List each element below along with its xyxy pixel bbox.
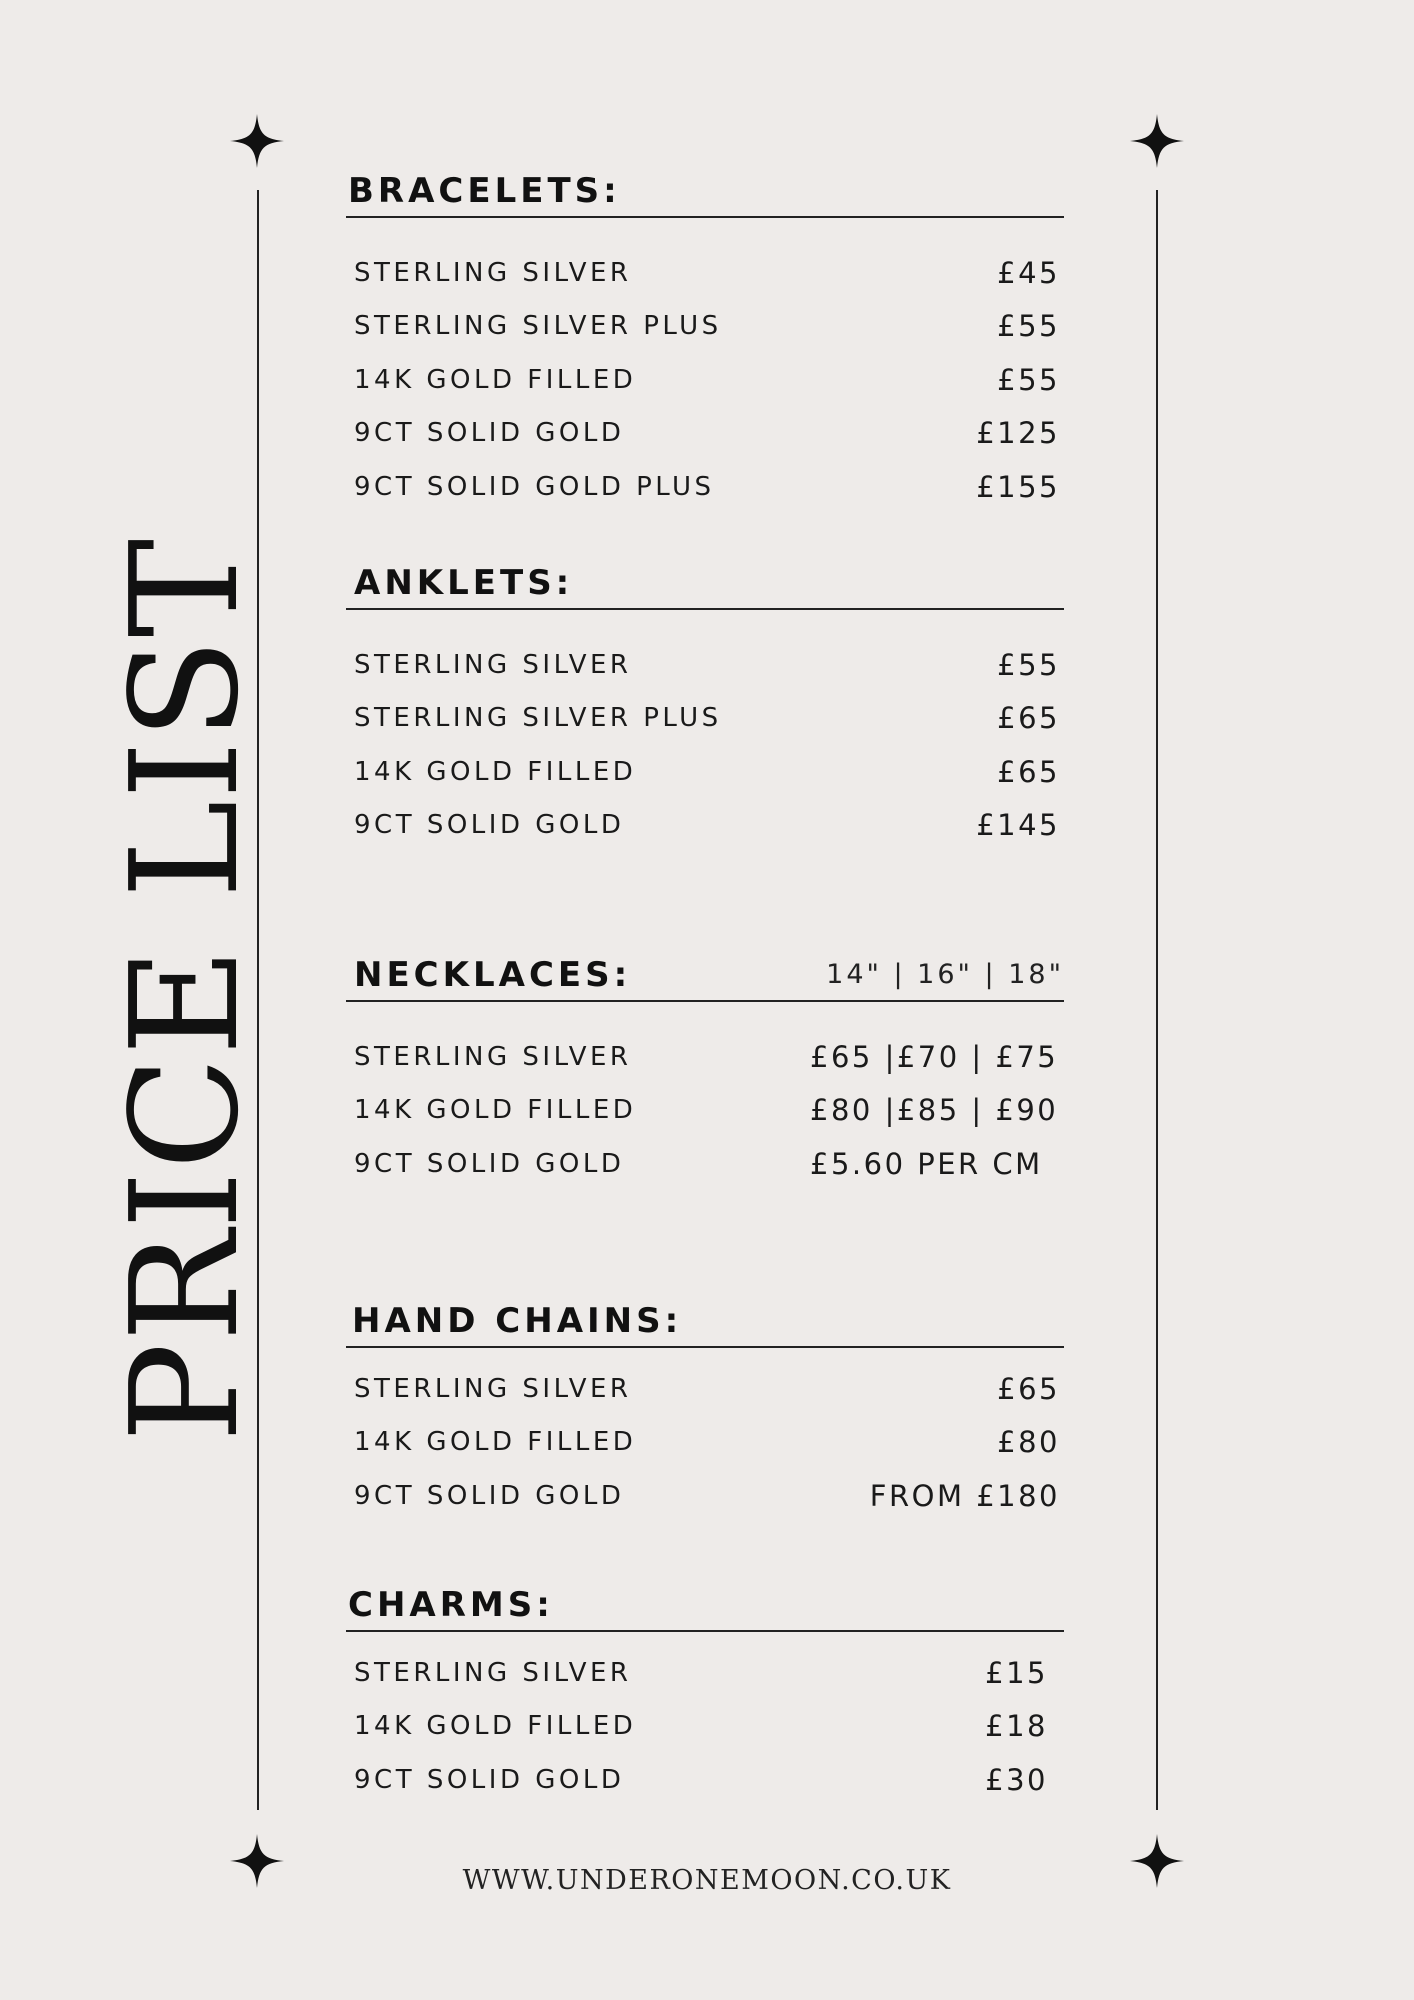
item-label: 14K GOLD FILLED bbox=[354, 1711, 637, 1742]
item-price: £145 bbox=[976, 808, 1060, 843]
item-price: £80 |£85 | £90 bbox=[810, 1093, 1059, 1128]
price-row bbox=[346, 745, 1064, 799]
item-price: £125 bbox=[976, 416, 1060, 451]
item-label: 9CT SOLID GOLD bbox=[354, 418, 625, 449]
size-columns: 14" | 16" | 18" bbox=[826, 959, 1064, 990]
item-price: £45 bbox=[997, 255, 1060, 290]
item-label: STERLING SILVER PLUS bbox=[354, 311, 722, 342]
item-label: 14K GOLD FILLED bbox=[354, 1427, 637, 1458]
item-label: 9CT SOLID GOLD bbox=[354, 810, 625, 841]
section-heading bbox=[346, 558, 1064, 610]
website-link[interactable]: WWW.UNDERONEMOON.CO.UK bbox=[462, 1865, 952, 1896]
price-row bbox=[346, 1753, 1064, 1807]
item-price: £55 bbox=[997, 362, 1060, 397]
item-label: 14K GOLD FILLED bbox=[354, 1095, 637, 1126]
section-heading bbox=[346, 1296, 1064, 1348]
star-icon bbox=[230, 114, 284, 168]
item-label: 9CT SOLID GOLD PLUS bbox=[354, 471, 715, 502]
section-necklaces bbox=[346, 950, 1064, 1191]
price-rows bbox=[346, 246, 1064, 514]
price-row bbox=[346, 460, 1064, 514]
price-row bbox=[346, 353, 1064, 407]
section-heading bbox=[346, 950, 1064, 1002]
item-price: £5.60 PER CM bbox=[810, 1146, 1043, 1181]
item-price: £18 bbox=[985, 1709, 1048, 1744]
item-label: STERLING SILVER bbox=[354, 257, 632, 288]
price-row bbox=[346, 1700, 1064, 1754]
section-anklets bbox=[346, 558, 1064, 852]
heading-label: NECKLACES: bbox=[354, 955, 632, 995]
price-row bbox=[346, 1469, 1064, 1523]
item-price: £65 bbox=[997, 1371, 1060, 1406]
heading-label: HAND CHAINS: bbox=[352, 1301, 683, 1341]
item-label: 14K GOLD FILLED bbox=[354, 364, 637, 395]
price-row bbox=[346, 1030, 1064, 1084]
item-label: STERLING SILVER bbox=[354, 649, 632, 680]
price-row bbox=[346, 692, 1064, 746]
price-row bbox=[346, 1137, 1064, 1191]
price-rows bbox=[346, 1646, 1064, 1807]
heading-label: ANKLETS: bbox=[354, 563, 574, 603]
heading-label: BRACELETS: bbox=[348, 171, 621, 211]
item-label: 9CT SOLID GOLD bbox=[354, 1764, 625, 1795]
item-price: £55 bbox=[997, 647, 1060, 682]
price-row bbox=[346, 300, 1064, 354]
price-row bbox=[346, 1084, 1064, 1138]
price-row bbox=[346, 1416, 1064, 1470]
section-heading bbox=[346, 166, 1064, 218]
price-row bbox=[346, 638, 1064, 692]
item-price: £65 |£70 | £75 bbox=[810, 1039, 1059, 1074]
item-label: STERLING SILVER PLUS bbox=[354, 703, 722, 734]
price-row bbox=[346, 799, 1064, 853]
item-label: 9CT SOLID GOLD bbox=[354, 1480, 625, 1511]
price-row bbox=[346, 1646, 1064, 1700]
section-bracelets bbox=[346, 166, 1064, 514]
section-heading bbox=[346, 1580, 1064, 1632]
item-price: £80 bbox=[997, 1425, 1060, 1460]
price-row bbox=[346, 407, 1064, 461]
price-rows bbox=[346, 1362, 1064, 1523]
price-rows bbox=[346, 638, 1064, 852]
item-price: £55 bbox=[997, 309, 1060, 344]
price-rows bbox=[346, 1030, 1064, 1191]
item-price: £155 bbox=[976, 469, 1060, 504]
item-label: 9CT SOLID GOLD bbox=[354, 1148, 625, 1179]
heading-label: CHARMS: bbox=[348, 1585, 554, 1625]
section-charms bbox=[346, 1580, 1064, 1807]
section-hand-chains bbox=[346, 1296, 1064, 1523]
price-row bbox=[346, 246, 1064, 300]
item-label: STERLING SILVER bbox=[354, 1373, 632, 1404]
item-price: FROM £180 bbox=[869, 1478, 1060, 1513]
star-icon bbox=[1130, 114, 1184, 168]
item-price: £30 bbox=[985, 1762, 1048, 1797]
item-price: £15 bbox=[985, 1655, 1048, 1690]
item-price: £65 bbox=[997, 701, 1060, 736]
price-row bbox=[346, 1362, 1064, 1416]
page-title: PRICE LIST bbox=[99, 537, 271, 1443]
item-label: STERLING SILVER bbox=[354, 1657, 632, 1688]
item-label: STERLING SILVER bbox=[354, 1041, 632, 1072]
right-frame-line bbox=[1156, 190, 1158, 1810]
item-label: 14K GOLD FILLED bbox=[354, 756, 637, 787]
item-price: £65 bbox=[997, 754, 1060, 789]
